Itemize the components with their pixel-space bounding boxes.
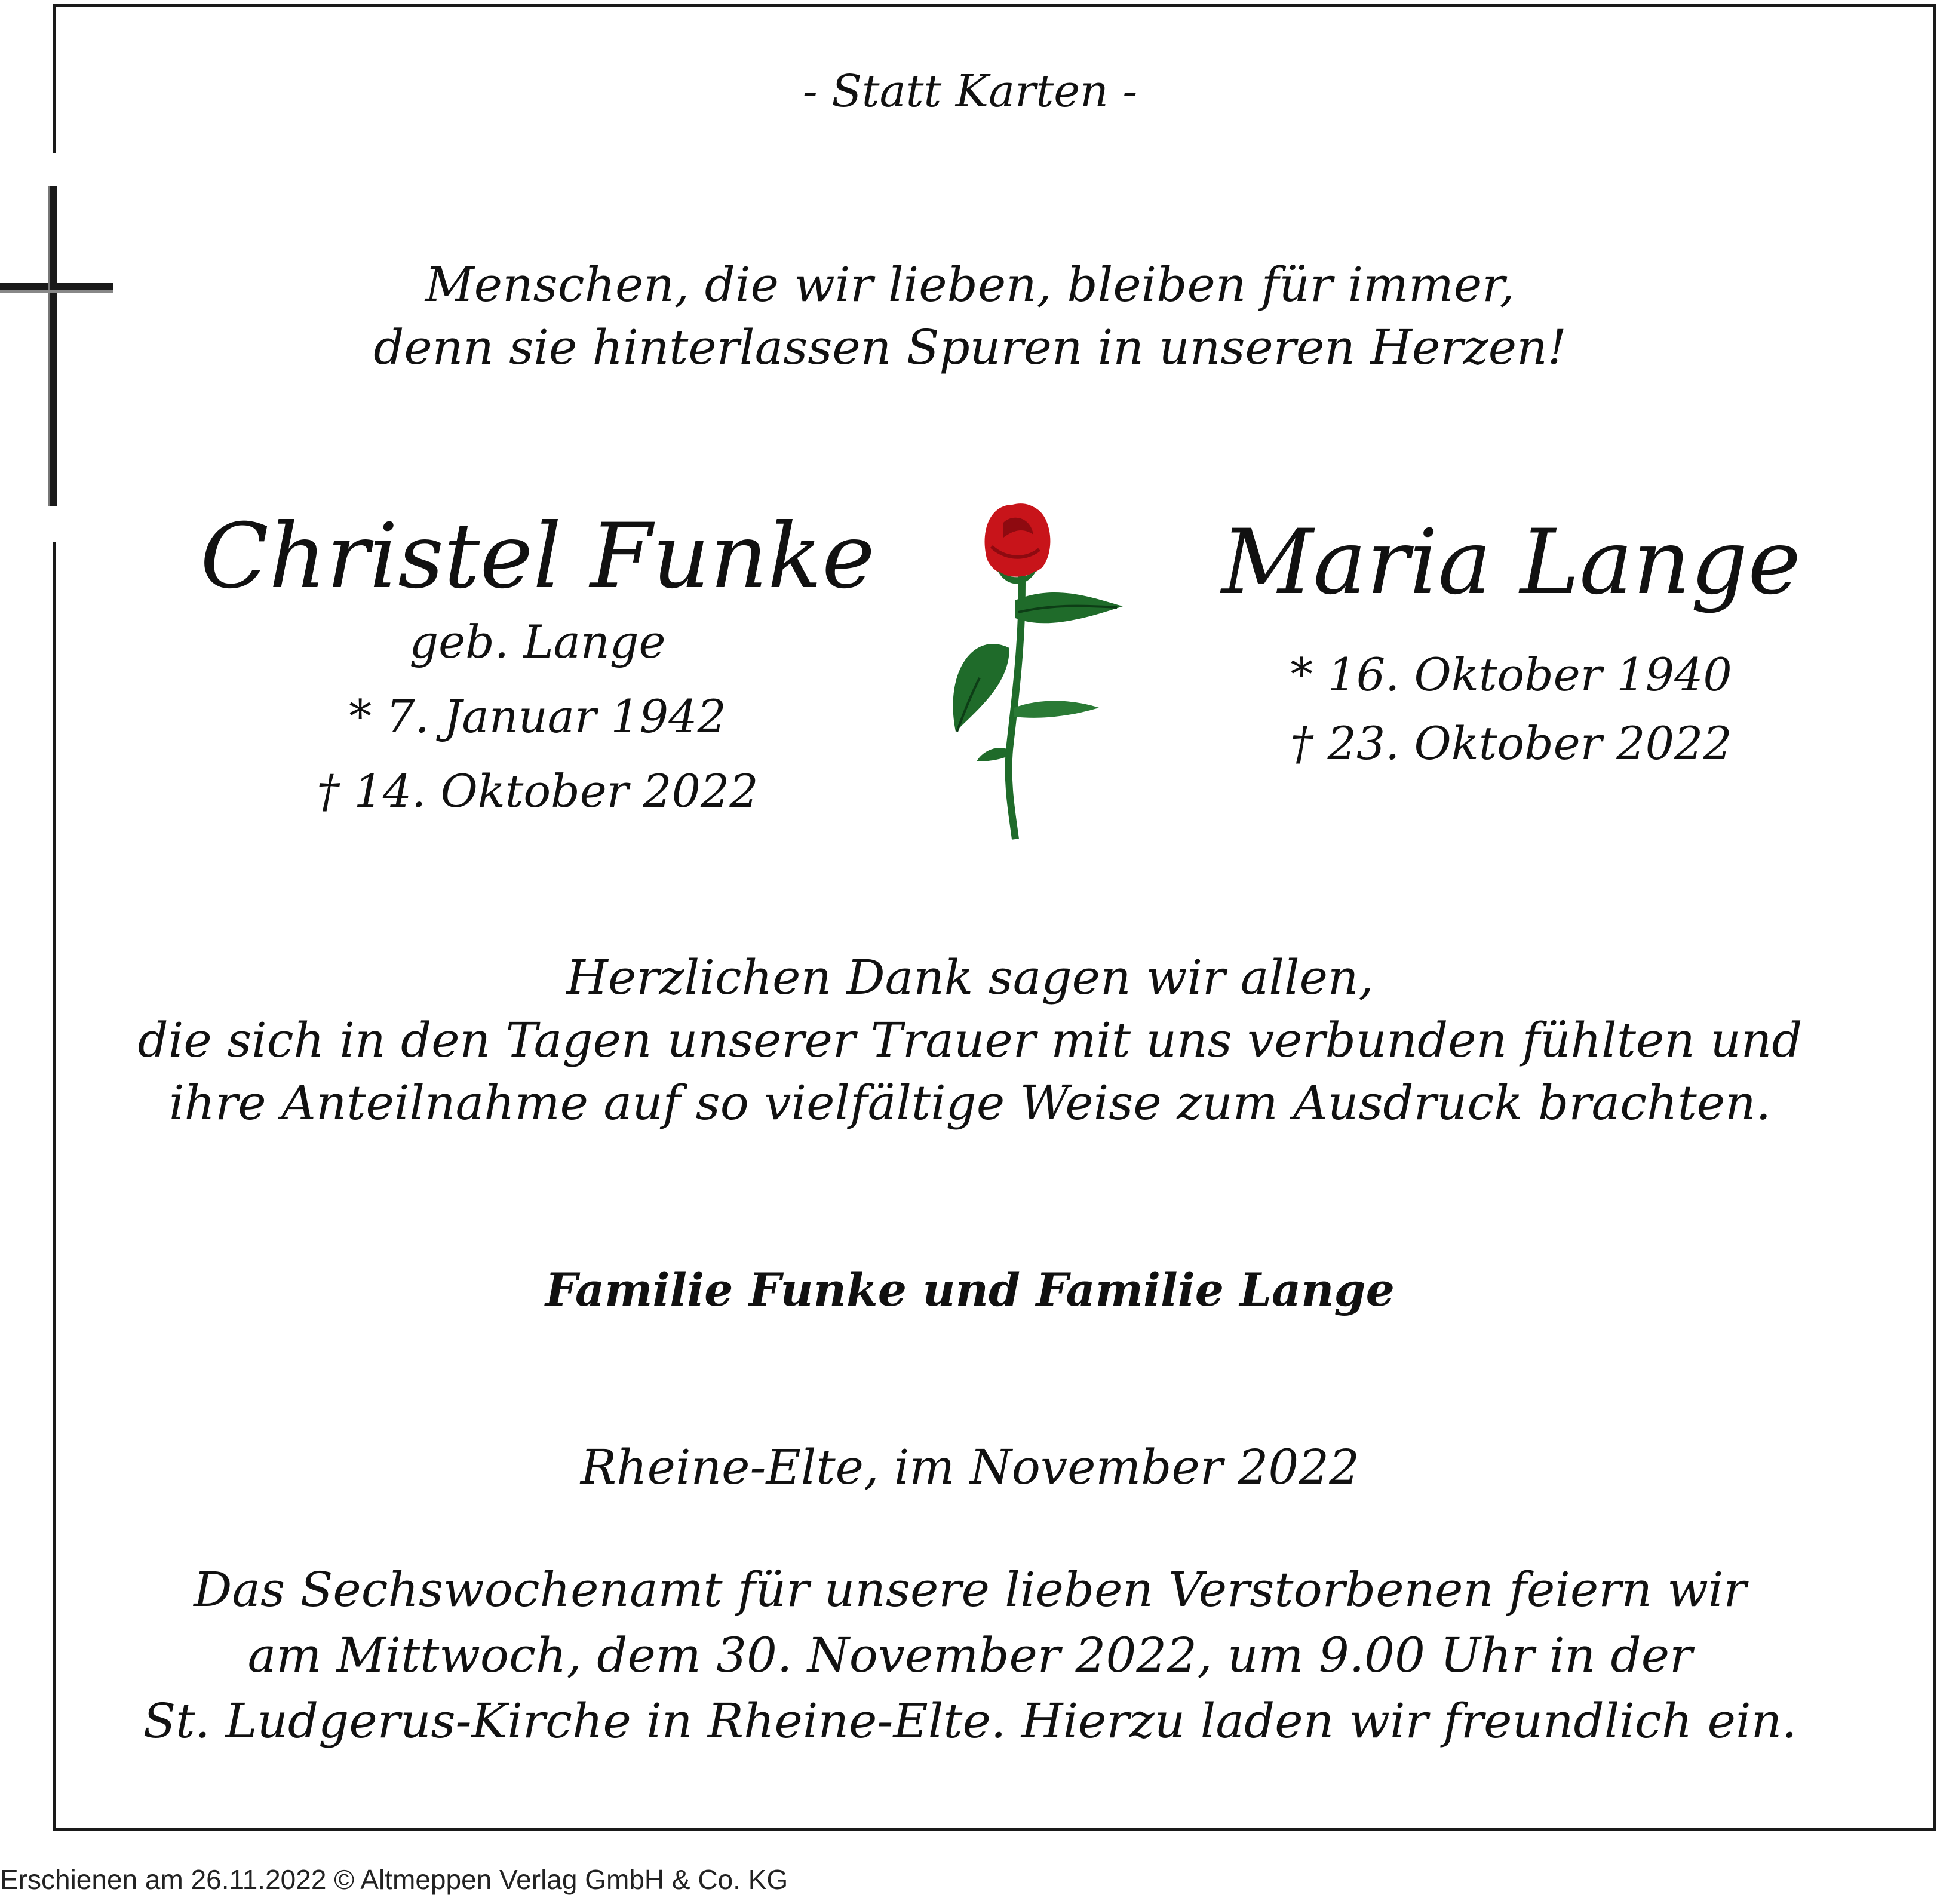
publication-footer: Erschienen am 26.11.2022 © Altmeppen Verlag GmbH & Co. KG bbox=[0, 1864, 788, 1895]
thanks-line-3: ihre Anteilnahme auf so vielfältige Weise zum Ausdruck brachten. bbox=[168, 1075, 1772, 1131]
thanks-line-2: die sich in den Tagen unserer Trauer mit uns verbunden fühlten und bbox=[137, 1012, 1803, 1068]
deceased-1-name: Christel Funke bbox=[200, 505, 875, 609]
motto-line-2: denn sie hinterlassen Spuren in unseren Herzen! bbox=[373, 320, 1567, 375]
family-signature: Familie Funke und Familie Lange bbox=[545, 1263, 1395, 1316]
statt-karten: - Statt Karten - bbox=[802, 66, 1138, 117]
deceased-2-name: Maria Lange bbox=[1221, 511, 1801, 615]
motto-line-1: Menschen, die wir lieben, bleiben für immer, bbox=[425, 257, 1515, 312]
deceased-1-died: † 14. Oktober 2022 bbox=[317, 764, 759, 818]
service-line-3: St. Ludgerus-Kirche in Rheine-Elte. Hierzu laden wir freundlich ein. bbox=[143, 1693, 1797, 1749]
thanks-line-1: Herzlichen Dank sagen wir allen, bbox=[566, 950, 1374, 1005]
place-date: Rheine-Elte, im November 2022 bbox=[580, 1439, 1360, 1495]
service-line-1: Das Sechswochenamt für unsere lieben Verstorbenen feiern wir bbox=[194, 1562, 1746, 1617]
deceased-2-born: * 16. Oktober 1940 bbox=[1290, 648, 1732, 701]
rose-icon bbox=[920, 481, 1141, 845]
service-line-2: am Mittwoch, dem 30. November 2022, um 9.00 Uhr in der bbox=[247, 1627, 1693, 1683]
deceased-1-maiden-name: geb. Lange bbox=[409, 615, 666, 668]
deceased-2-died: † 23. Oktober 2022 bbox=[1290, 717, 1732, 770]
deceased-1-born: * 7. Januar 1942 bbox=[349, 690, 726, 743]
